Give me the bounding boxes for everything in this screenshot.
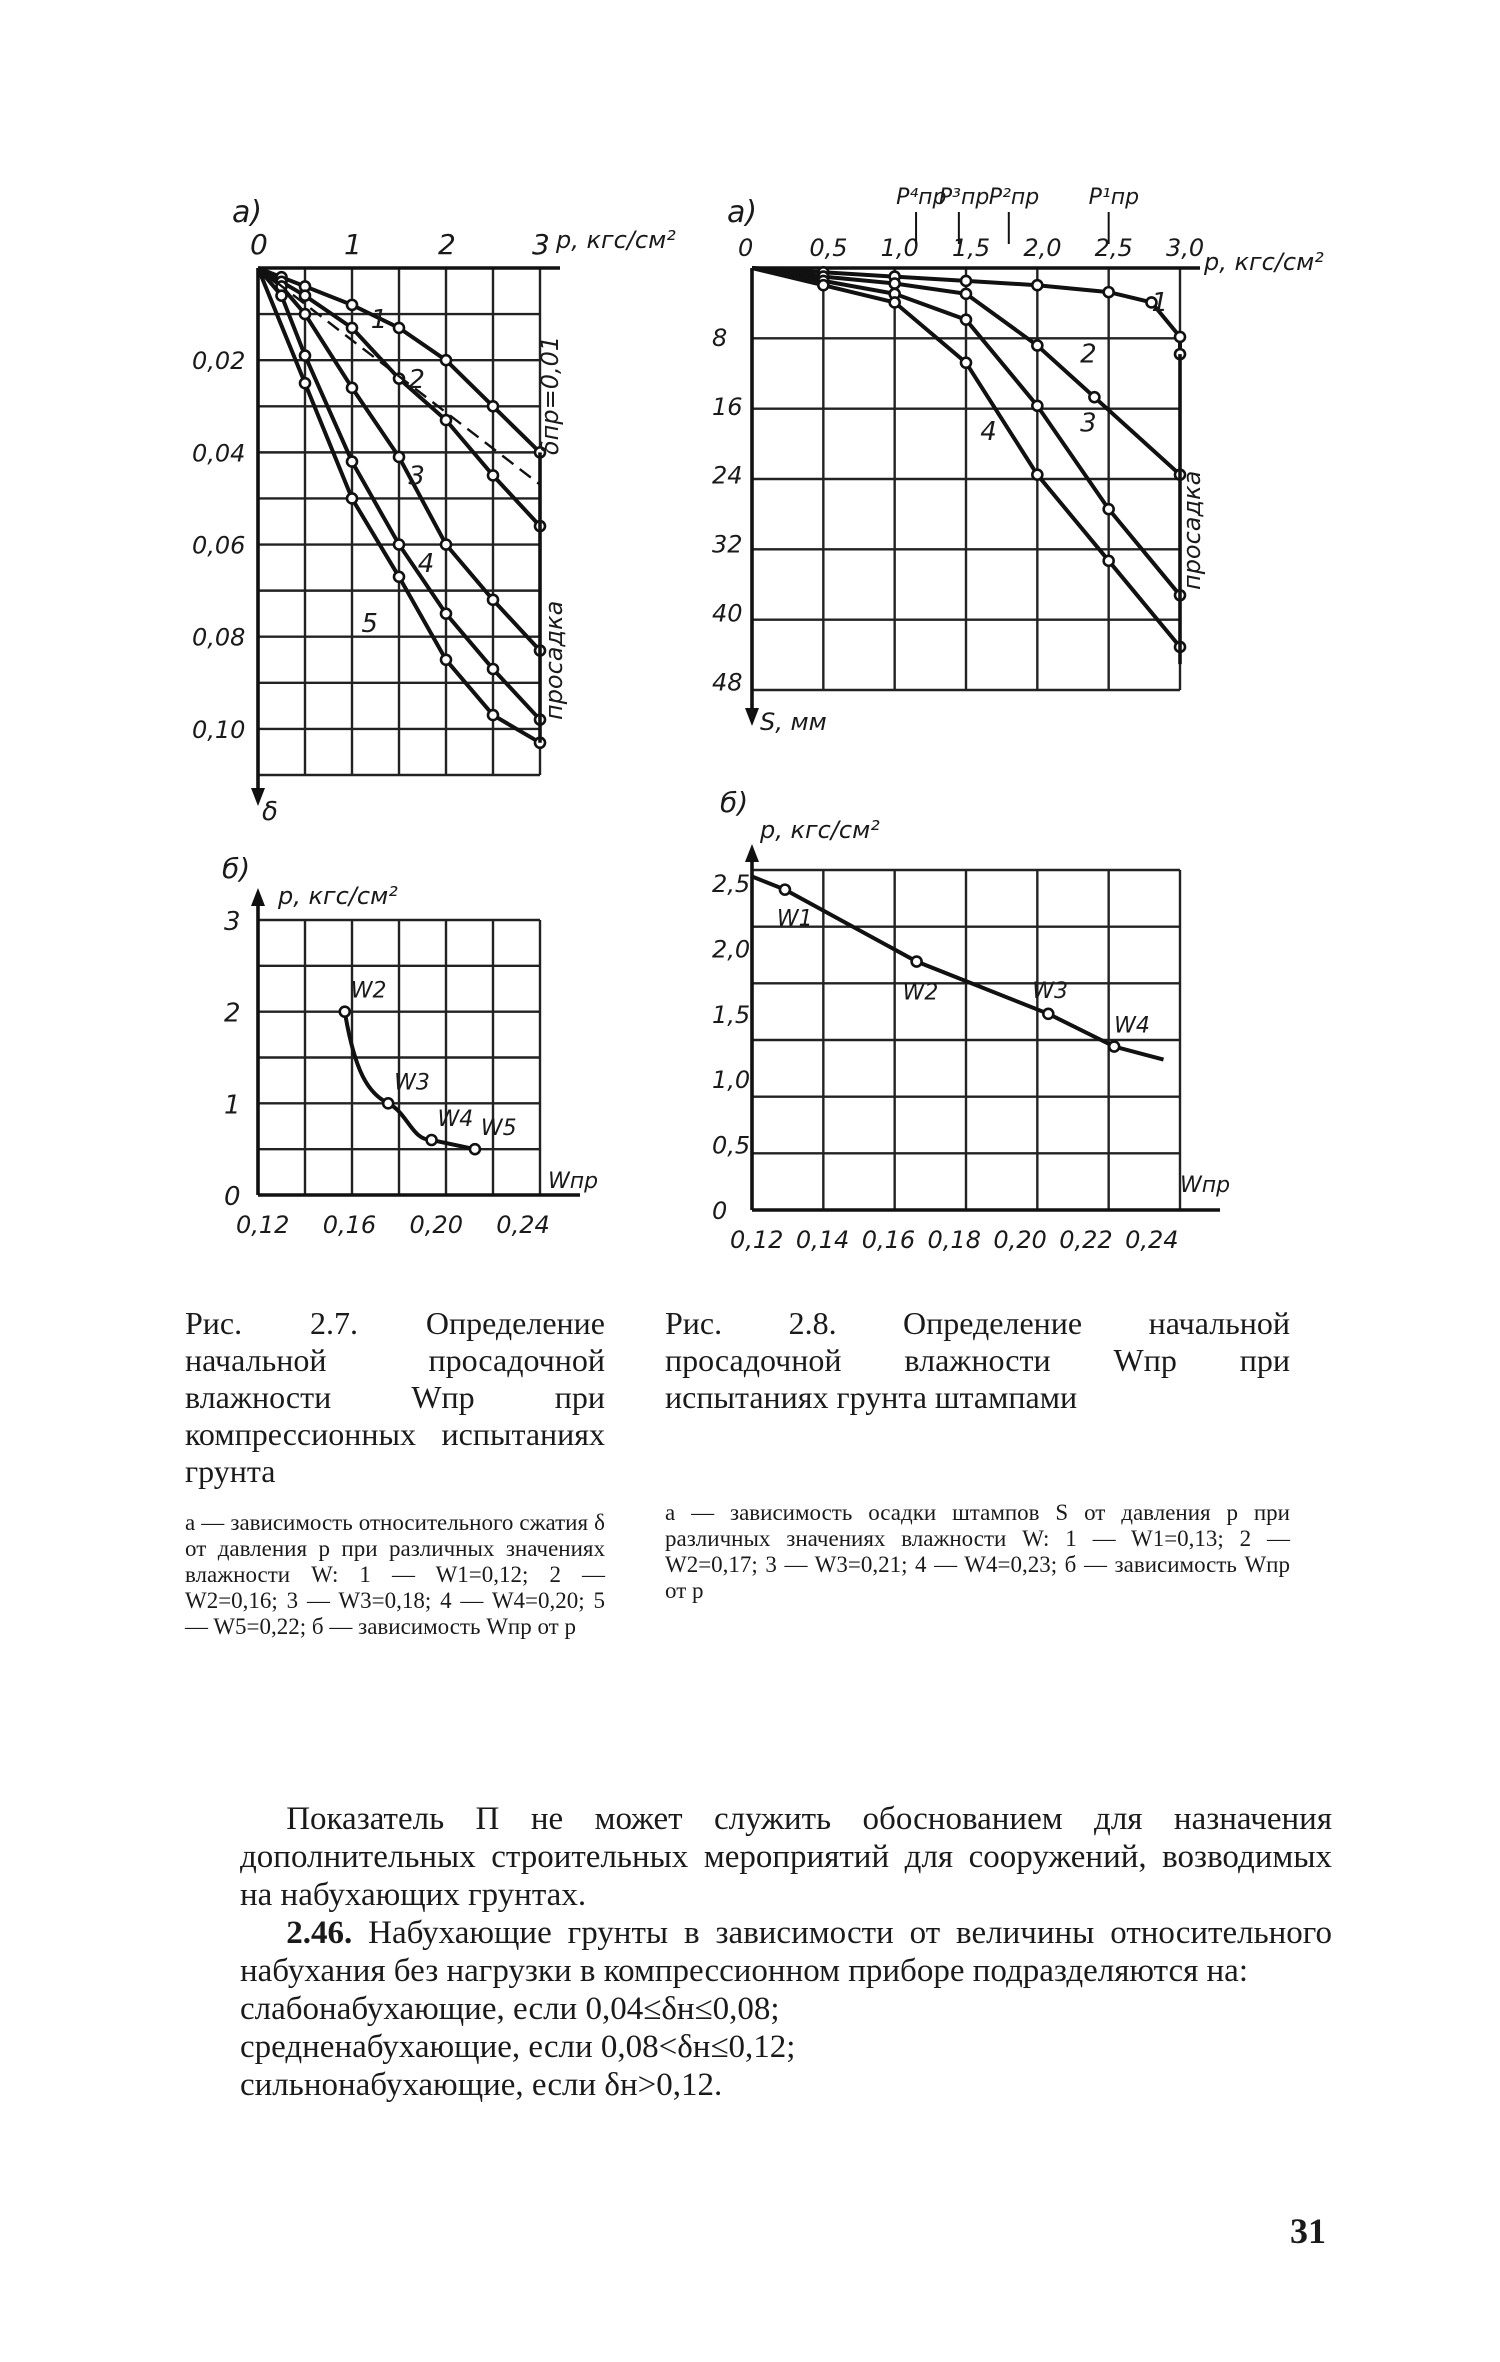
list-item-2: средненабухающие, если 0,08<δн≤0,12; [240, 2029, 796, 2065]
figure-2-7-caption: Рис. 2.7. Определение начальной просадочной влажности Wпр при компрессионных испытаниях грунта [185, 1305, 605, 1489]
wpr-point [912, 957, 922, 967]
wpr-point [1043, 1009, 1053, 1019]
prosadka-label: просадка [540, 600, 568, 720]
series-3-point [300, 309, 310, 319]
top-label: P²пр [988, 185, 1040, 210]
y-tick-label: 2 [224, 998, 241, 1029]
x-tick-label: 1,0 [880, 234, 919, 262]
x-tick-label: 0,16 [861, 1226, 916, 1254]
series-2-point [1032, 341, 1042, 351]
y-tick-label: 0,5 [712, 1131, 751, 1160]
y-axis-label: p, кгс/см² [278, 882, 398, 910]
x-tick-label: 0,20 [409, 1211, 463, 1239]
series-4-point [277, 291, 287, 301]
x-tick-label: 2 [438, 228, 456, 261]
y-tick-label: 8 [712, 323, 728, 352]
y-tick-label: 0,10 [192, 715, 246, 744]
x-tick-label: 0,14 [795, 1226, 850, 1254]
y-tick-label: 16 [712, 392, 743, 421]
figure-2-7-chart-a [192, 190, 676, 840]
y-axis-label: S, мм [760, 708, 827, 736]
chart-marks [224, 888, 580, 1239]
y-axis-arrow [745, 844, 759, 862]
curve-label: 1 [1151, 288, 1169, 319]
figure-2-8-chart-a [700, 170, 1324, 750]
y-axis-label: p, кгс/см² [760, 816, 880, 844]
panel-label: б) [720, 786, 749, 819]
series-5-point [441, 655, 451, 665]
panel-label: б) [222, 852, 251, 885]
series-4-point [347, 457, 357, 467]
series-5-point [347, 493, 357, 503]
y-tick-label: 0 [224, 1182, 241, 1212]
series-3-point [488, 595, 498, 605]
x-tick-label: 3,0 [1166, 234, 1205, 262]
x-tick-label: 0,12 [236, 1211, 290, 1239]
x-tick-label: 2,0 [1023, 234, 1062, 262]
list-item-3: сильнонабухающие, если δн>0,12. [240, 2067, 723, 2103]
series-1-point [394, 323, 404, 333]
chart-grid [258, 920, 540, 1195]
point-label: W5 [480, 1116, 517, 1142]
y-tick-label: 0,06 [192, 531, 246, 560]
x-tick-label: 1,5 [952, 234, 991, 262]
curve-label: 3 [408, 461, 425, 492]
y-tick-label: 1,0 [712, 1066, 751, 1095]
wpr-line [752, 877, 1164, 1060]
point-label: W2 [902, 980, 939, 1006]
y-axis-arrow [251, 888, 265, 906]
list-item-1: слабонабухающие, если 0,04≤δн≤0,08; [240, 1991, 780, 2027]
figure-2-7-legend: а — зависимость относительного сжатия δ от давления p при различных значениях влажности W: 1 — W1=0,12; 2 — W2=0,16; 3 — W3=0,18; 4 — W4=0,20; 5 — W5=0,22; б — зависимость Wпр от p [185, 1510, 605, 1639]
series-3-point [394, 452, 404, 462]
x-tick-label: 0 [250, 228, 268, 261]
x-axis-label: Wпр [548, 1169, 599, 1194]
series-5-point [394, 572, 404, 582]
x-tick-label: 3 [532, 228, 550, 261]
figure-2-8-chart-b [700, 780, 1270, 1254]
x-axis-label: p, кгс/см² [1204, 248, 1324, 276]
x-tick-label: 0,24 [496, 1211, 550, 1239]
top-label: P³пр [938, 185, 990, 210]
wpr-point [383, 1098, 393, 1108]
wpr-point [470, 1144, 480, 1154]
paragraph-2-text: Набухающие грунты в зависимости от величины относительного набухания без нагрузки в компрессионном приборе подразделяются на: [240, 1915, 1332, 1989]
point-label: W4 [1114, 1013, 1150, 1039]
series-4-point [1104, 556, 1114, 566]
x-tick-label: 0,18 [927, 1226, 981, 1254]
series-4-point [890, 297, 900, 307]
series-1-point [961, 276, 971, 286]
y-tick-label: 2,5 [712, 870, 751, 899]
wpr-point [427, 1135, 437, 1145]
curve-label: 5 [361, 609, 378, 640]
y-tick-label: 0,02 [192, 347, 246, 376]
series-3-point [961, 315, 971, 325]
series-2-point [1089, 392, 1099, 402]
series-4-point [394, 540, 404, 550]
series-1-point [1104, 287, 1114, 297]
chart-grid [752, 268, 1180, 690]
x-tick-label: 0 [738, 234, 754, 262]
panel-label: а) [727, 195, 758, 230]
series-2-point [961, 289, 971, 299]
series-1-point [347, 300, 357, 310]
series-3-point [347, 383, 357, 393]
y-tick-label: 48 [712, 668, 743, 697]
series-4-point [300, 351, 310, 361]
top-label: P¹пр [1088, 185, 1140, 210]
series-1-point [1175, 332, 1185, 342]
y-axis-label: δ [262, 797, 278, 827]
series-4-point [441, 609, 451, 619]
curve-label: 3 [1080, 408, 1097, 439]
x-tick-label: 0,5 [809, 234, 848, 262]
chart-grid [752, 870, 1180, 1210]
x-tick-label: 0,24 [1125, 1226, 1179, 1254]
wpr-point [340, 1007, 350, 1017]
series-1-point [441, 355, 451, 365]
series-1-point [488, 401, 498, 411]
y-tick-label: 2,0 [712, 935, 751, 964]
series-5-point [300, 378, 310, 388]
point-label: W2 [350, 978, 387, 1004]
point-label: W3 [1032, 978, 1069, 1004]
series-2-point [890, 279, 900, 289]
series-4-point [1032, 470, 1042, 480]
y-tick-label: 3 [224, 907, 241, 937]
paragraph-1: Показатель П не может служить обоснованием для назначения дополнительных строительных мероприятий для сооружений, возводимых на набухающих грунтах. [240, 1801, 1332, 1913]
x-tick-label: 0,16 [322, 1211, 377, 1239]
y-tick-label: 40 [712, 599, 743, 628]
y-tick-label: 0,08 [192, 623, 246, 652]
series-1-point [1032, 280, 1042, 290]
series-4-point [961, 358, 971, 368]
y-axis-arrow [745, 708, 759, 726]
series-2-point [347, 323, 357, 333]
series-3-point [1104, 504, 1114, 514]
x-tick-label: 1 [344, 228, 362, 261]
curve-label: 2 [1080, 339, 1097, 370]
series-4-point [818, 280, 828, 290]
panel-label: а) [232, 195, 263, 230]
x-axis-label: Wпр [1180, 1173, 1231, 1198]
x-axis-label: p, кгс/см² [556, 226, 676, 254]
series-2-point [300, 291, 310, 301]
y-tick-label: 1 [224, 1090, 241, 1121]
point-label: W1 [776, 906, 813, 932]
x-tick-label: 0,20 [993, 1226, 1047, 1254]
wpr-point [780, 885, 790, 895]
point-label: W4 [437, 1107, 474, 1132]
curve-label: 4 [980, 417, 997, 448]
x-tick-label: 2,5 [1094, 234, 1133, 262]
x-tick-label: 0,22 [1059, 1226, 1113, 1254]
y-tick-label: 0 [712, 1197, 728, 1225]
paragraph-2-number: 2.46. [286, 1915, 353, 1951]
curve-label: 1 [370, 304, 388, 335]
wpr-point [1109, 1042, 1119, 1052]
threshold-label: δпр=0,01 [536, 335, 564, 455]
curve-label: 4 [417, 549, 435, 580]
series-3-point [441, 540, 451, 550]
top-label: P⁴пр [896, 185, 947, 210]
curve-label: 2 [408, 364, 425, 395]
series-4-point [488, 664, 498, 674]
prosadka-label: просадка [1178, 470, 1206, 590]
paragraph-2 [240, 1914, 1332, 1990]
figure-2-8-caption: Рис. 2.8. Определение начальной просадочной влажности Wпр при испытаниях грунта штампами [665, 1305, 1290, 1415]
x-tick-label: 0,12 [730, 1226, 784, 1254]
y-tick-label: 1,5 [712, 1000, 751, 1029]
point-label: W3 [394, 1070, 430, 1096]
page-number: 31 [1290, 2211, 1326, 2251]
series-2-point [488, 470, 498, 480]
y-tick-label: 0,04 [192, 439, 246, 468]
body-text [240, 1800, 1332, 2104]
series-5-point [488, 710, 498, 720]
y-tick-label: 24 [712, 461, 743, 490]
series-3-point [1032, 401, 1042, 411]
figure-2-7-chart-b [200, 850, 620, 1240]
figure-2-8-legend: а — зависимость осадки штампов S от давления p при различных значениях влажности W: 1 — W1=0,13; 2 — W2=0,17; 3 — W3=0,21; 4 — W4=0,23; б — зависимость Wпр от p [665, 1500, 1290, 1603]
y-tick-label: 32 [712, 530, 743, 559]
